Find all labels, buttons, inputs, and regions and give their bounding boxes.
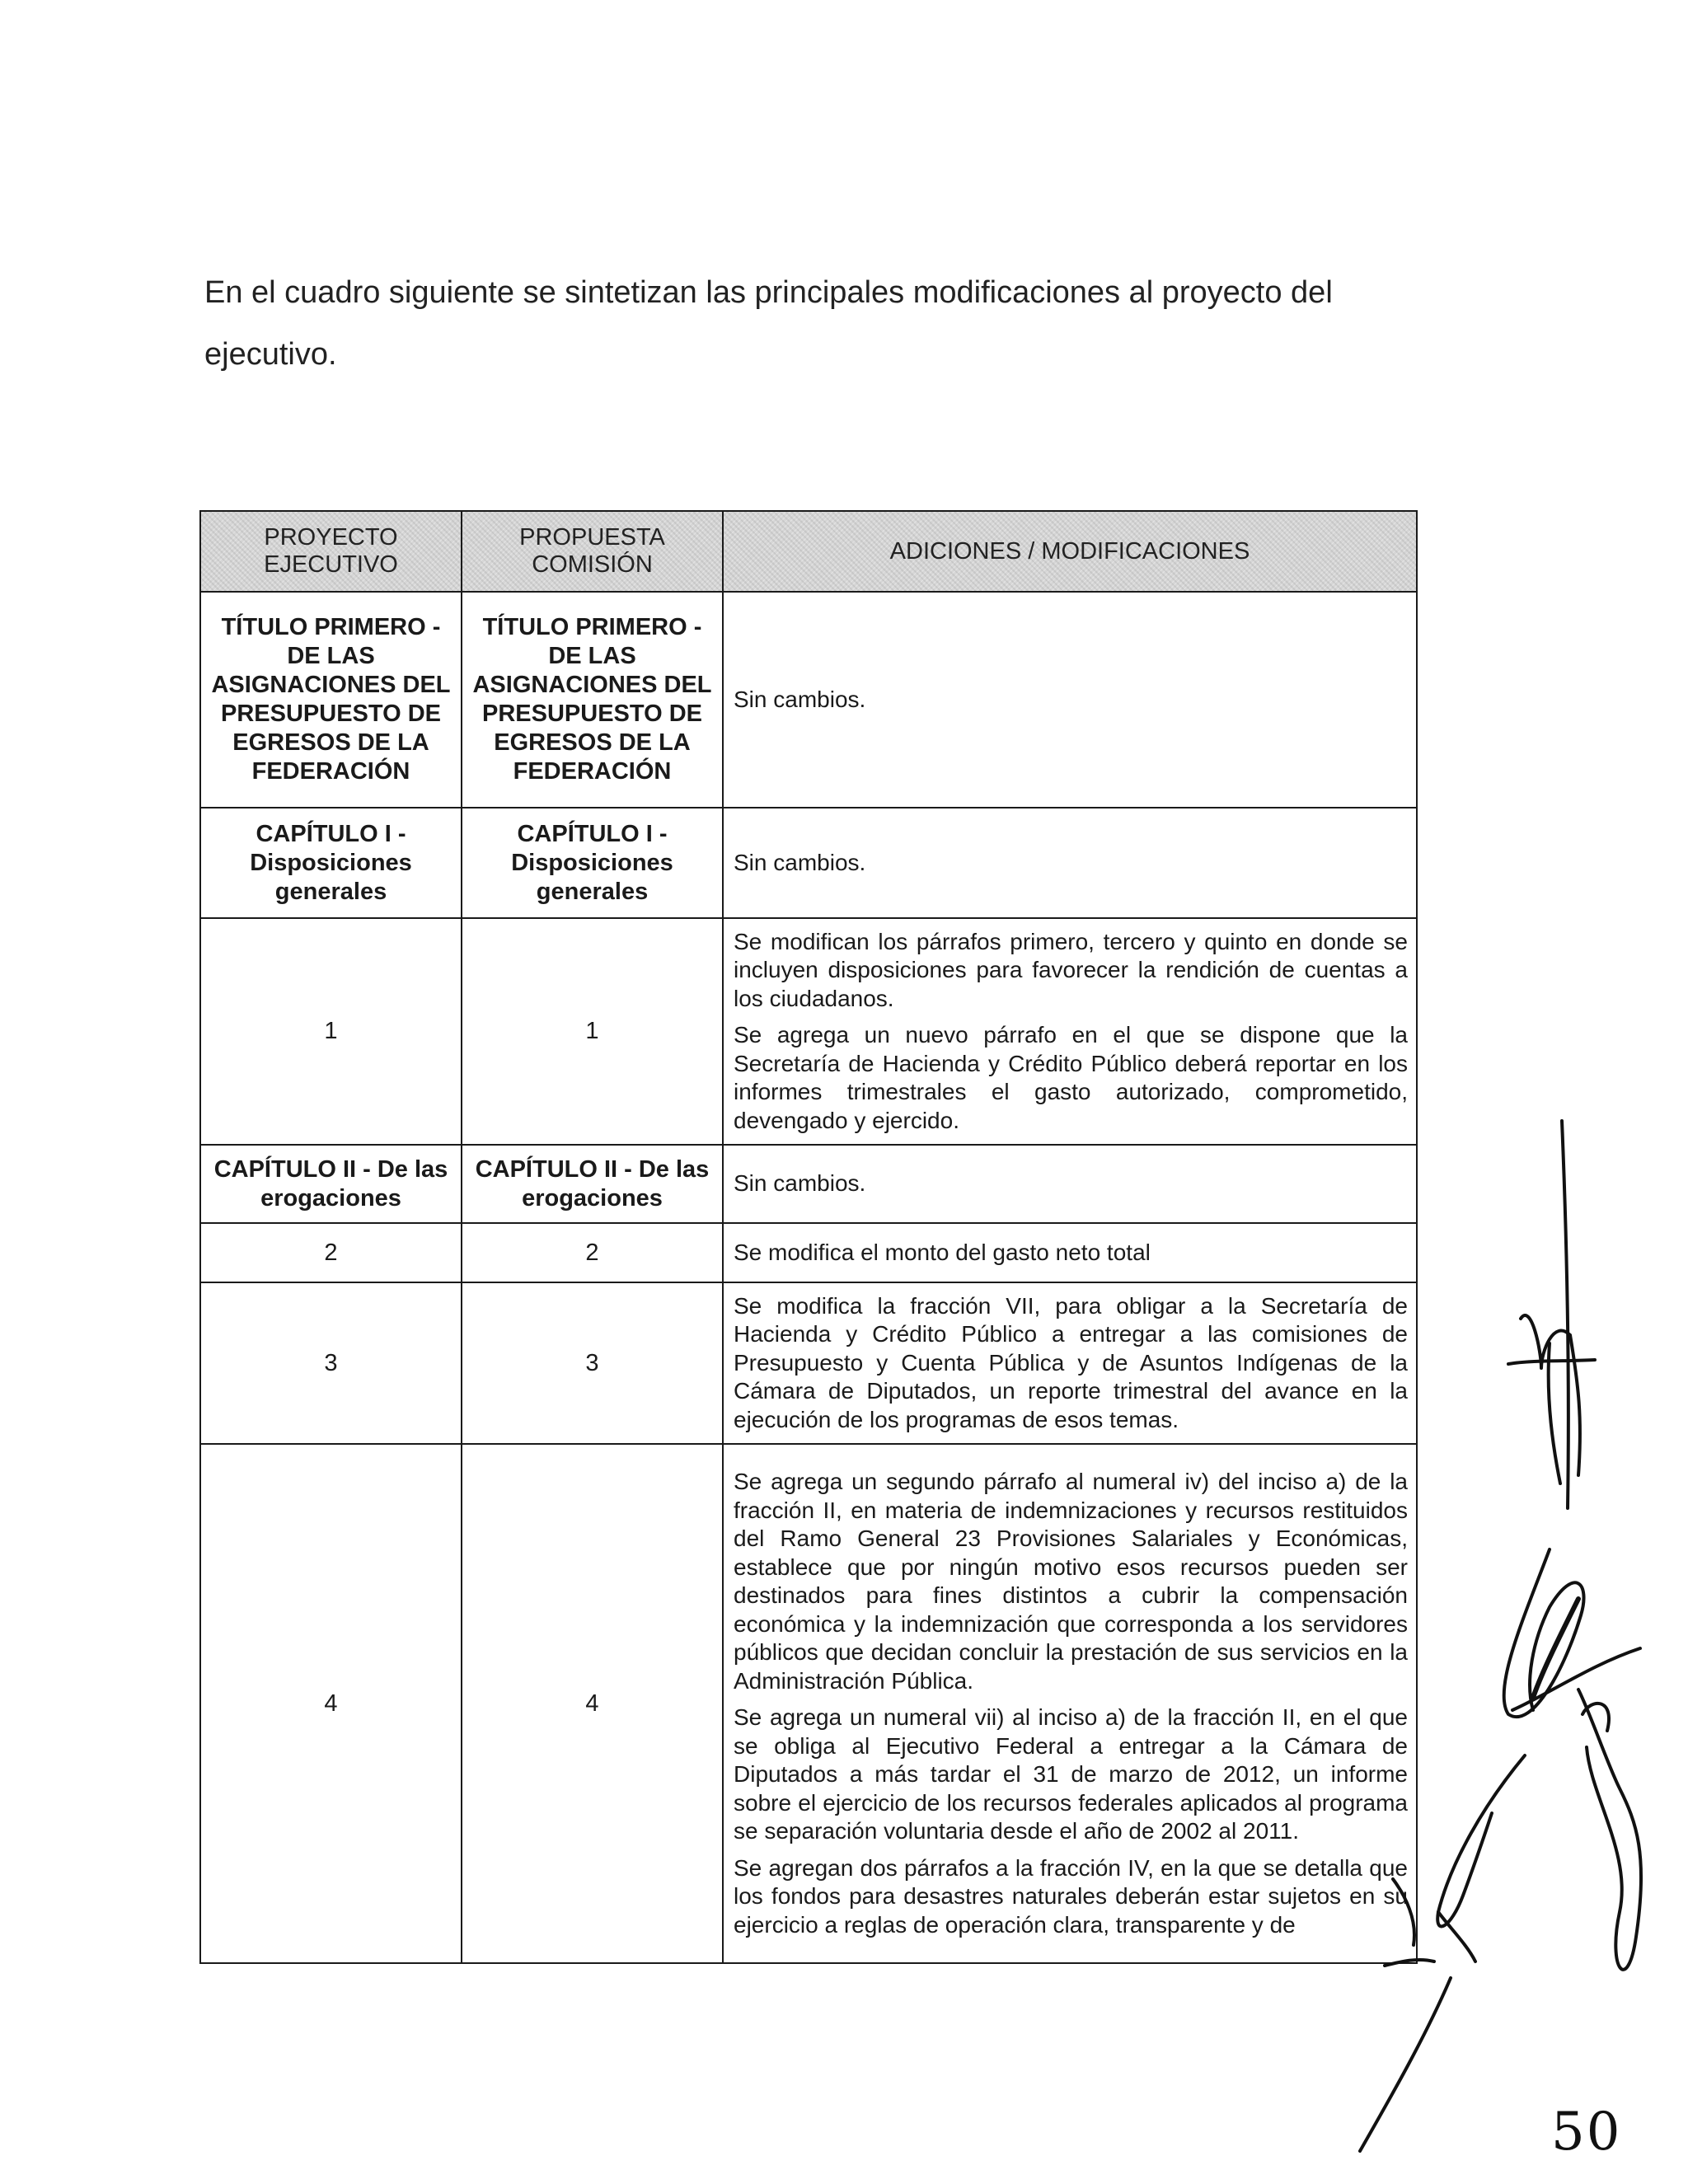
header-propuesta-comision: PROPUESTA COMISIÓN — [462, 511, 723, 592]
cell-comision: TÍTULO PRIMERO - DE LAS ASIGNACIONES DEL PRESUPUESTO DE EGRESOS DE LA FEDERACIÓN — [462, 592, 723, 808]
change-paragraph: Se modifica el monto del gasto neto total — [734, 1239, 1151, 1265]
change-paragraph: Se modifica la fracción VII, para obligar a la Secretaría de Hacienda y Crédito Público a entregar a las comisiones de Presupuesto y Cuenta Pública y de Asuntos Indígenas de la Cámara de Diputados, un reporte trimestral del avance en la ejecución de los programas de esos temas. — [734, 1292, 1408, 1432]
change-paragraph: Se modifican los párrafos primero, tercero y quinto en donde se incluyen disposiciones para favorecer la rendición de cuentas a los ciudadanos. — [734, 928, 1408, 1011]
change-paragraph: Se agrega un segundo párrafo al numeral iv) del inciso a) de la fracción II, en materia de indemnizaciones y recursos restituidos del Ramo General 23 Provisiones Salariales y Económicas, establece que por ningún motivo esos recursos pueden ser destinados para fines distintos a cubrir la compensación económica y la indemnización que corresponda a los servidores públicos que decidan concluir la prestación de sus servicios en la Administración Pública. — [734, 1469, 1408, 1694]
cell-comision: CAPÍTULO I - Disposiciones generales — [462, 808, 723, 918]
cell-comision: 2 — [462, 1223, 723, 1282]
change-paragraph: Sin cambios. — [734, 849, 866, 875]
change-paragraph: Se agrega un numeral vii) al inciso a) de la fracción II, en el que se obliga al Ejecutivo Federal a entregar a la Cámara de Diputados a más tardar el 31 de marzo de 2012, un informe sobre el ejercicio de los recursos federales aplicados al programa se separación voluntaria desde el año de 2002 al 2011. — [734, 1704, 1408, 1844]
header-proyecto-ejecutivo: PROYECTO EJECUTIVO — [200, 511, 462, 592]
cell-ejecutivo: CAPÍTULO I - Disposiciones generales — [200, 808, 462, 918]
cell-comision: 4 — [462, 1444, 723, 1963]
intro-paragraph: En el cuadro siguiente se sintetizan las principales modificaciones al proyecto del ejecutivo. — [204, 275, 1333, 372]
change-paragraph: Sin cambios. — [734, 686, 866, 712]
change-paragraph: Sin cambios. — [734, 1170, 866, 1197]
cell-comision: CAPÍTULO II - De las erogaciones — [462, 1145, 723, 1223]
cell-ejecutivo: 4 — [200, 1444, 462, 1963]
cell-ejecutivo: 2 — [200, 1223, 462, 1282]
header-adiciones-modificaciones: ADICIONES / MODIFICACIONES — [723, 511, 1417, 592]
cell-ejecutivo: 3 — [200, 1282, 462, 1444]
cell-comision: 1 — [462, 918, 723, 1145]
cell-ejecutivo: 1 — [200, 918, 462, 1145]
page-number: 50 — [1551, 2102, 1622, 2163]
change-paragraph: Se agrega un nuevo párrafo en el que se dispone que la Secretaría de Hacienda y Crédito Público deberá reportar en los informes trimestrales el gasto autorizado, comprometido, devengado y ejercido. — [734, 1022, 1408, 1133]
cell-ejecutivo: TÍTULO PRIMERO - DE LAS ASIGNACIONES DEL PRESUPUESTO DE EGRESOS DE LA FEDERACIÓN — [200, 592, 462, 808]
cell-ejecutivo: CAPÍTULO II - De las erogaciones — [200, 1145, 462, 1223]
change-paragraph: Se agregan dos párrafos a la fracción IV, en la que se detalla que los fondos para desastres naturales deberán estar sujetos en su ejercicio a reglas de operación clara, transparente y de — [734, 1854, 1408, 1938]
cell-comision: 3 — [462, 1282, 723, 1444]
